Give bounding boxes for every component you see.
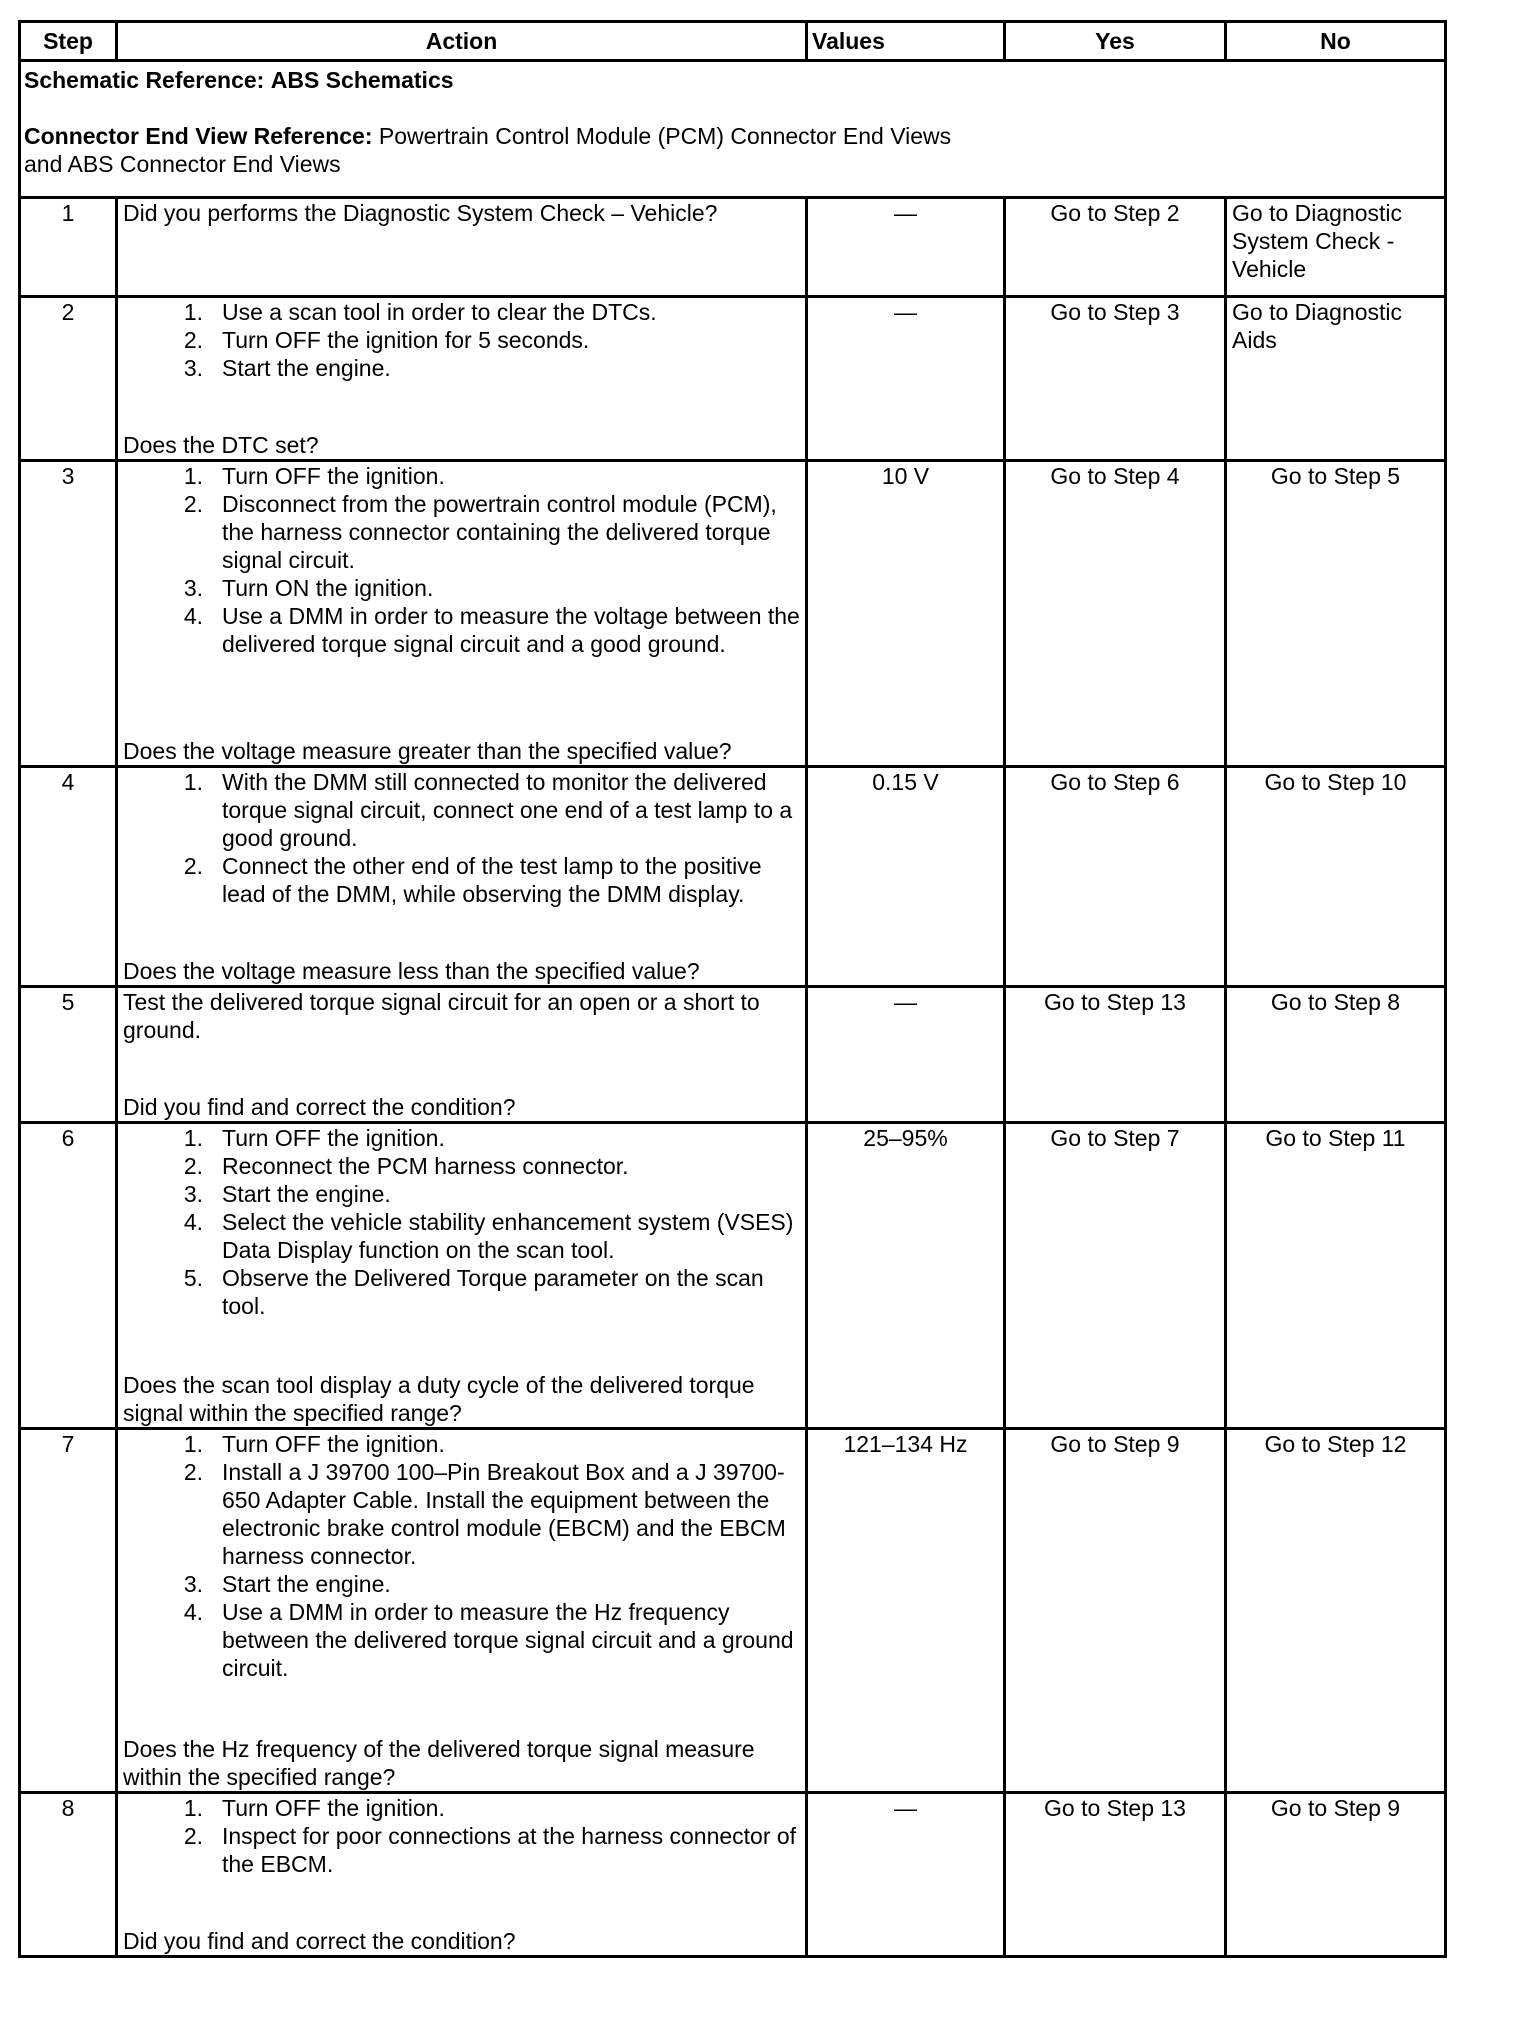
value-cell: 25–95% bbox=[807, 1123, 1005, 1429]
reference-cell bbox=[20, 61, 1446, 198]
list-item: 2. Connect the other end of the test lamp to the positive lead of the DMM, while observing the DMM display. bbox=[183, 853, 762, 907]
table-row bbox=[20, 198, 1446, 297]
action-cell bbox=[117, 198, 807, 297]
action-steps bbox=[123, 1430, 800, 1682]
list-item: 2. Reconnect the PCM harness connector. bbox=[183, 1153, 629, 1179]
header-no: No bbox=[1226, 22, 1446, 61]
list-item: 4. Use a DMM in order to measure the voltage between the delivered torque signal circuit and a good ground. bbox=[183, 603, 800, 657]
yes-cell: Go to Step 7 bbox=[1005, 1123, 1226, 1429]
action-question: Did you find and correct the condition? bbox=[123, 1928, 516, 1954]
no-cell: Go to Step 5 bbox=[1226, 461, 1446, 767]
yes-cell: Go to Step 4 bbox=[1005, 461, 1226, 767]
table-row bbox=[20, 461, 1446, 767]
step-number: 5 bbox=[20, 987, 117, 1123]
action-question: Did you find and correct the condition? bbox=[123, 1094, 516, 1120]
list-item: 3. Start the engine. bbox=[183, 1181, 391, 1207]
action-steps bbox=[123, 462, 800, 658]
action-question: Does the voltage measure less than the specified value? bbox=[123, 958, 700, 984]
header-step: Step bbox=[20, 22, 117, 61]
yes-cell: Go to Step 9 bbox=[1005, 1429, 1226, 1793]
table-row bbox=[20, 1793, 1446, 1957]
action-text: Test the delivered torque signal circuit for an open or a short to ground. bbox=[123, 989, 760, 1043]
step-number: 3 bbox=[20, 461, 117, 767]
connector-value-line1: Powertrain Control Module (PCM) Connector End Views bbox=[378, 123, 952, 149]
reference-row bbox=[20, 61, 1446, 198]
no-cell: Go to Step 10 bbox=[1226, 767, 1446, 987]
value-cell: — bbox=[807, 987, 1005, 1123]
header-action: Action bbox=[117, 22, 807, 61]
step-number: 1 bbox=[20, 198, 117, 297]
yes-cell: Go to Step 6 bbox=[1005, 767, 1226, 987]
list-item: 1. Use a scan tool in order to clear the DTCs. bbox=[183, 299, 657, 325]
action-cell bbox=[117, 297, 807, 461]
list-item: 1. Turn OFF the ignition. bbox=[183, 1125, 445, 1151]
step-number: 8 bbox=[20, 1793, 117, 1957]
value-cell: — bbox=[807, 1793, 1005, 1957]
value-cell: — bbox=[807, 297, 1005, 461]
table-row bbox=[20, 987, 1446, 1123]
value-cell: 10 V bbox=[807, 461, 1005, 767]
table-row bbox=[20, 767, 1446, 987]
action-question: Does the voltage measure greater than the specified value? bbox=[123, 738, 732, 764]
action-cell bbox=[117, 987, 807, 1123]
table-row bbox=[20, 1123, 1446, 1429]
action-cell bbox=[117, 461, 807, 767]
action-cell bbox=[117, 1429, 807, 1793]
table-row bbox=[20, 297, 1446, 461]
action-question: Does the scan tool display a duty cycle of the delivered torque signal within the specified range? bbox=[123, 1372, 755, 1426]
diagnostic-table bbox=[18, 20, 1447, 1958]
header-yes: Yes bbox=[1005, 22, 1226, 61]
no-cell: Go to Diagnostic Aids bbox=[1226, 297, 1446, 461]
value-cell: 121–134 Hz bbox=[807, 1429, 1005, 1793]
action-cell bbox=[117, 1793, 807, 1957]
list-item: 4. Use a DMM in order to measure the Hz frequency between the delivered torque signal circuit and a ground circuit. bbox=[183, 1599, 794, 1681]
connector-label: Connector End View Reference: bbox=[24, 123, 373, 149]
header-values: Values bbox=[807, 22, 1005, 61]
value-cell: 0.15 V bbox=[807, 767, 1005, 987]
list-item: 2. Install a J 39700 100–Pin Breakout Box and a J 39700-650 Adapter Cable. Install the equipment between the electronic brake control module (EBCM) and the EBCM harness connector. bbox=[183, 1459, 786, 1569]
action-cell bbox=[117, 1123, 807, 1429]
list-item: 3. Turn ON the ignition. bbox=[183, 575, 434, 601]
list-item: 1. Turn OFF the ignition. bbox=[183, 1795, 445, 1821]
list-item: 1. Turn OFF the ignition. bbox=[183, 1431, 445, 1457]
yes-cell: Go to Step 3 bbox=[1005, 297, 1226, 461]
list-item: 3. Start the engine. bbox=[183, 355, 391, 381]
list-item: 1. Turn OFF the ignition. bbox=[183, 463, 445, 489]
action-question: Does the DTC set? bbox=[123, 432, 319, 458]
list-item: 2. Disconnect from the powertrain control module (PCM), the harness connector containing the delivered torque signal circuit. bbox=[183, 491, 777, 573]
schematic-label: Schematic Reference: bbox=[24, 67, 265, 93]
yes-cell: Go to Step 13 bbox=[1005, 987, 1226, 1123]
action-steps bbox=[123, 1794, 800, 1878]
connector-value-line2: and ABS Connector End Views bbox=[24, 151, 341, 177]
list-item: 5. Observe the Delivered Torque parameter on the scan tool. bbox=[183, 1265, 764, 1319]
list-item: 1. With the DMM still connected to monitor the delivered torque signal circuit, connect one end of a test lamp to a good ground. bbox=[183, 769, 793, 851]
yes-cell: Go to Step 13 bbox=[1005, 1793, 1226, 1957]
no-cell: Go to Step 12 bbox=[1226, 1429, 1446, 1793]
action-steps bbox=[123, 768, 800, 908]
action-question: Does the Hz frequency of the delivered torque signal measure within the specified range? bbox=[123, 1736, 755, 1790]
action-cell bbox=[117, 767, 807, 987]
list-item: 3. Start the engine. bbox=[183, 1571, 391, 1597]
list-item: 2. Inspect for poor connections at the harness connector of the EBCM. bbox=[183, 1823, 797, 1877]
list-item: 2. Turn OFF the ignition for 5 seconds. bbox=[183, 327, 590, 353]
step-number: 6 bbox=[20, 1123, 117, 1429]
value-cell: — bbox=[807, 198, 1005, 297]
step-number: 4 bbox=[20, 767, 117, 987]
schematic-value: ABS Schematics bbox=[270, 67, 454, 93]
no-cell: Go to Step 11 bbox=[1226, 1123, 1446, 1429]
no-cell: Go to Step 9 bbox=[1226, 1793, 1446, 1957]
header-row bbox=[20, 22, 1446, 61]
step-number: 7 bbox=[20, 1429, 117, 1793]
step-number: 2 bbox=[20, 297, 117, 461]
yes-cell: Go to Step 2 bbox=[1005, 198, 1226, 297]
list-item: 4. Select the vehicle stability enhancement system (VSES) Data Display function on the scan tool. bbox=[183, 1209, 794, 1263]
action-steps bbox=[123, 298, 800, 382]
action-steps bbox=[123, 1124, 800, 1320]
no-cell: Go to Diagnostic System Check - Vehicle bbox=[1226, 198, 1446, 297]
no-cell: Go to Step 8 bbox=[1226, 987, 1446, 1123]
action-text: Did you performs the Diagnostic System Check – Vehicle? bbox=[123, 200, 718, 226]
table-row bbox=[20, 1429, 1446, 1793]
